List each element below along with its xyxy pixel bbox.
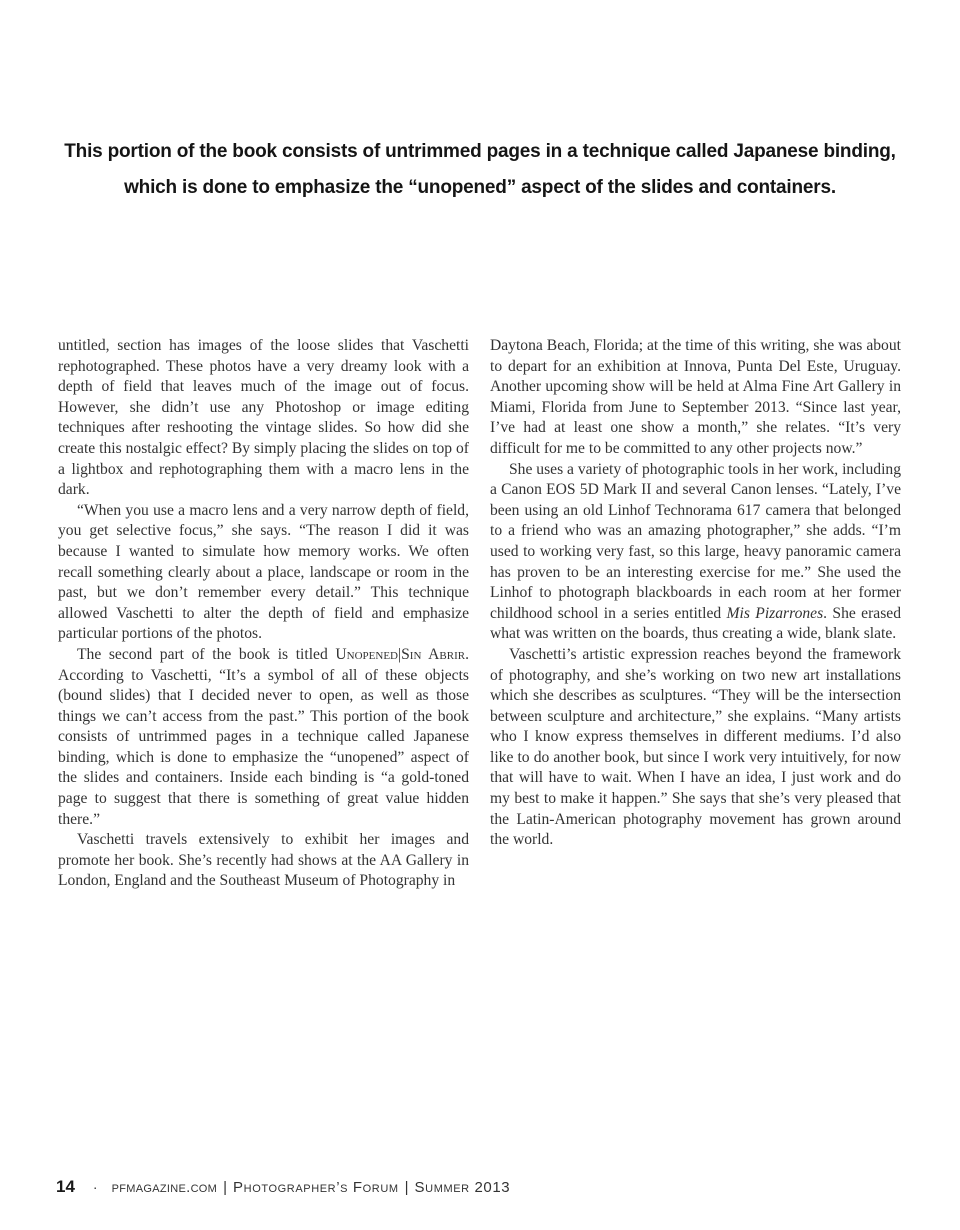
left-paragraph-3-end: . According to Vaschetti, “It’s a symbol of all of these objects (bound slides) that I decided never to open, as well as those things we can’t access from the past.” This portion of the book consists of untrimmed pages in a technique called Japanese binding, which is done to emphasize the “unopened” aspect of the slides and containers. Inside each binding is “a gold-toned page to suggest that there is something of great value hidden there.”: [58, 645, 469, 828]
left-paragraph-3: [58, 645, 469, 830]
right-paragraph-2-end: . She erased what was written on the boards, thus creating a wide, blank slate.: [490, 604, 901, 643]
series-title-mis-pizarrones: Mis Pizarrones: [726, 604, 824, 622]
left-paragraph-1: untitled, section has images of the loose slides that Vaschetti rephotographed. These photos have a very dreamy look with a depth of field that leaves much of the image out of focus. However, she didn’t use any Photoshop or image editing techniques after reshooting the vintage slides. So how did she create this nostalgic effect? By simply placing the slides on top of a lightbox and rephotographing them with a macro lens in the dark.: [58, 337, 469, 499]
right-paragraph-1: Daytona Beach, Florida; at the time of this writing, she was about to depart for an exhibition at Innova, Punta Del Este, Uruguay. Another upcoming show will be held at Alma Fine Art Gallery in Miami, Florida from June to September 2013. “Since last year, I’ve had at least one show a month,” she relates. “It’s very difficult for me to be committed to any other projects now.”: [490, 337, 901, 457]
footer-divider-2: |: [404, 1179, 409, 1196]
left-paragraph-2: “When you use a macro lens and a very narrow depth of field, you get selective focus,” she says. “The reason I did it was because I wanted to simulate how memory works. We often recall something clearly about a place, landscape or room in the past, but we don’t remember every detail.” This technique allowed Vaschetti to alter the depth of field and emphasize particular portions of the photos.: [58, 501, 469, 643]
footer-magazine-name: Photographer’s Forum: [233, 1179, 399, 1196]
book-title-sin-abrir: Sin Abrir: [401, 645, 466, 663]
pull-quote-line-1: This portion of the book consists of untrimmed pages in a technique called Japanese binding,: [64, 141, 896, 162]
pull-quote: [40, 134, 920, 206]
right-paragraph-3: Vaschetti’s artistic expression reaches beyond the framework of photography, and she’s working on two new art installations which she describes as sculptures. “They will be the intersection between sculpture and architecture,” she explains. “Many artists who I know express themselves in different mediums. I’d also like to do another book, but since I work very intuitively, for now that will have to wait. When I have an idea, I just work and do my best to make it happen.” She says that she’s very pleased that the Latin-American photography movement has grown around the world.: [490, 645, 901, 849]
left-paragraph-4: Vaschetti travels extensively to exhibit her images and promote her book. She’s recently had shows at the AA Gallery in London, England and the Southeast Museum of Photography in: [58, 831, 469, 890]
left-paragraph-3-start: The second part of the book is titled: [77, 645, 336, 663]
footer-divider-1: |: [223, 1179, 228, 1196]
footer-site-link[interactable]: pfmagazine.com: [111, 1179, 218, 1196]
article-column-left: [58, 336, 469, 892]
footer-issue: Summer 2013: [414, 1179, 511, 1196]
book-title-unopened: Unopened: [335, 645, 398, 663]
right-paragraph-2-start: She uses a variety of photographic tools in her work, including a Canon EOS 5D Mark II and several Canon lenses. “Lately, I’ve been using an old Linhof Technorama 617 camera that belonged to a friend who was an amazing photographer,” she adds. “I’m used to working very fast, so this large, heavy panoramic camera has proven to be an interesting exercise for me.” She used the Linhof to photograph blackboards in each room at her former childhood school in a series entitled: [490, 460, 901, 622]
footer-bullet: ·: [92, 1179, 98, 1195]
article-column-right: [490, 336, 901, 851]
right-paragraph-2: [490, 460, 901, 645]
page-number: 14: [56, 1177, 75, 1196]
book-title-pipe: |: [397, 645, 402, 663]
pull-quote-line-2: which is done to emphasize the “unopened” aspect of the slides and containers.: [124, 177, 836, 198]
page-footer: [56, 1177, 510, 1197]
